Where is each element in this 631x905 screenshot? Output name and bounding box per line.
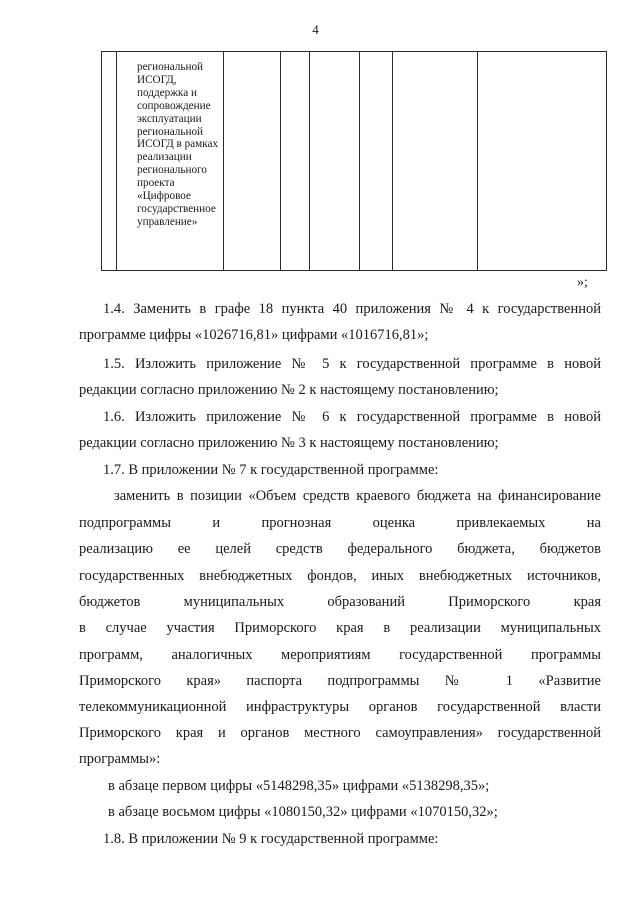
replacement-line-6: в случае участия Приморского края в реализации муниципальных [79, 620, 601, 636]
table-cell [478, 52, 607, 271]
paragraph-1-8: 1.8. В приложении № 9 к государственной программе: [103, 831, 439, 847]
table-cell [360, 52, 393, 271]
table-cell [310, 52, 360, 271]
table-cell [224, 52, 281, 271]
replacement-line-10: Приморского края и органов местного самоуправления» государственной [79, 725, 601, 741]
paragraph-1-6-line-1: 1.6. Изложить приложение № 6 к государственной программе в новой [103, 409, 601, 425]
paragraph-1-6-line-2: редакции согласно приложению № 3 к настоящему постановлению; [79, 435, 499, 451]
replacement-line-8: Приморского края» паспорта подпрограммы № 1 «Развитие [79, 673, 601, 689]
paragraph-1-5-line-1: 1.5. Изложить приложение № 5 к государственной программе в новой [103, 356, 601, 372]
table-row [102, 52, 607, 271]
replacement-line-2: подпрограммы и прогнозная оценка привлекаемых на [79, 515, 601, 531]
replacement-line-9: телекоммуникационной инфраструктуры органов государственной власти [79, 699, 601, 715]
table-cell [281, 52, 310, 271]
page-number: 4 [312, 22, 319, 37]
paragraph-first-abzac: в абзаце первом цифры «5148298,35» цифрами «5138298,35»; [108, 778, 490, 794]
paragraph-1-4-line-1: 1.4. Заменить в графе 18 пункта 40 приложения № 4 к государственной [103, 301, 601, 317]
table-cell [117, 52, 224, 271]
replacement-line-3: реализацию ее целей средств федерального бюджета, бюджетов [79, 541, 601, 557]
cell-text: региональной ИСОГД, поддержка и сопровождение эксплуатации региональной ИСОГД в рамках реализации регионального проекта «Цифровое государственное управление» [137, 61, 219, 228]
paragraph-1-5-line-2: редакции согласно приложению № 2 к настоящему постановлению; [79, 382, 499, 398]
table-closing-quote: »; [577, 275, 588, 290]
paragraph-eighth-abzac: в абзаце восьмом цифры «1080150,32» цифрами «1070150,32»; [108, 804, 498, 820]
continuation-table [101, 51, 607, 271]
table-cell [102, 52, 117, 271]
replacement-line-4: государственных внебюджетных фондов, иных внебюджетных источников, [79, 568, 601, 584]
replacement-line-1: заменить в позиции «Объем средств краевого бюджета на финансирование [114, 488, 601, 504]
replacement-line-11: программы»: [79, 751, 161, 767]
replacement-line-7: программ, аналогичных мероприятиям государственной программы [79, 647, 601, 663]
table-cell [393, 52, 478, 271]
replacement-line-5: бюджетов муниципальных образований Приморского края [79, 594, 601, 610]
paragraph-1-4-line-2: программе цифры «1026716,81» цифрами «1016716,81»; [79, 327, 429, 343]
paragraph-1-7: 1.7. В приложении № 7 к государственной программе: [103, 462, 439, 478]
